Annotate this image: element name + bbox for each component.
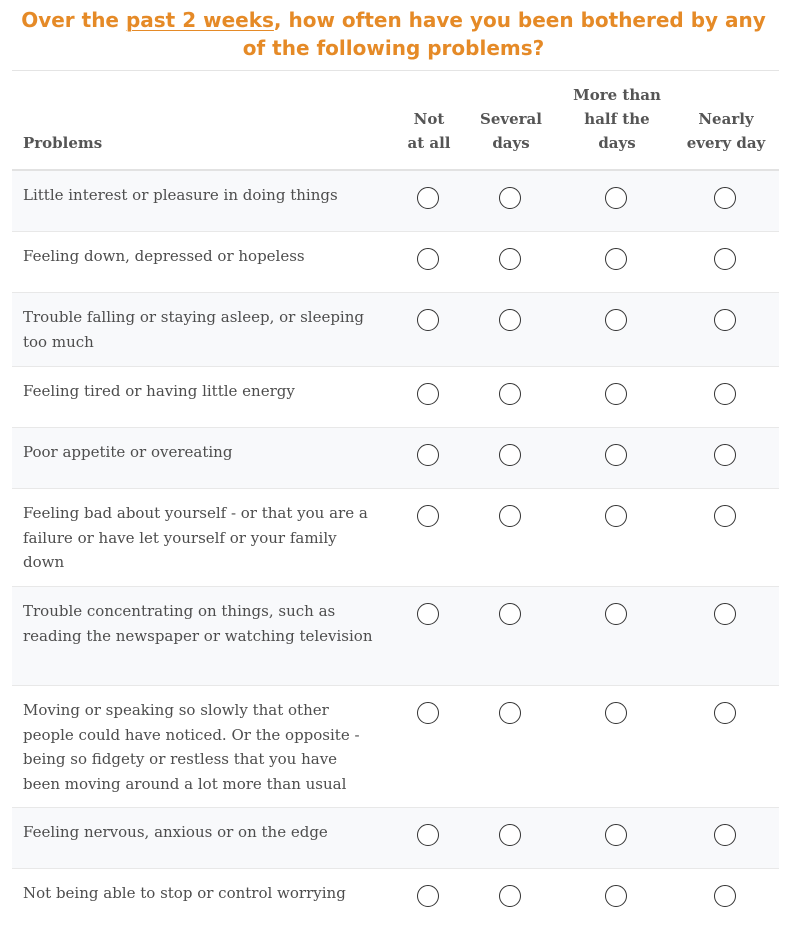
- header-nearly-every-day: Nearly every day: [686, 110, 766, 152]
- table-row: [12, 587, 779, 686]
- radio-nearly-every-day[interactable]: [714, 603, 736, 625]
- radio-not-at-all[interactable]: [417, 824, 439, 846]
- table-row: [12, 808, 779, 869]
- radio-nearly-every-day[interactable]: [714, 824, 736, 846]
- table-row: [12, 232, 779, 293]
- radio-more-than-half[interactable]: [605, 824, 627, 846]
- problem-label: Feeling down, depressed or hopeless: [23, 247, 305, 265]
- radio-nearly-every-day[interactable]: [714, 702, 736, 724]
- table-row: [12, 686, 779, 808]
- question-line-1: Over the past 2 weeks, how often have you been bothered by any: [21, 8, 766, 32]
- problem-rows: [12, 171, 779, 930]
- radio-several-days[interactable]: [499, 383, 521, 405]
- header-more-than-half: More than half the days: [573, 86, 661, 152]
- radio-not-at-all[interactable]: [417, 248, 439, 270]
- question-emphasis: past 2 weeks: [125, 8, 274, 32]
- table-row: [12, 293, 779, 367]
- problem-label: Not being able to stop or control worrying: [23, 884, 346, 902]
- radio-several-days[interactable]: [499, 603, 521, 625]
- problem-label: Moving or speaking so slowly that other people could have noticed. Or the opposite - being so fidgety or restless that you have been moving around a lot more than usual: [23, 701, 360, 793]
- radio-not-at-all[interactable]: [417, 702, 439, 724]
- radio-not-at-all[interactable]: [417, 383, 439, 405]
- problem-label: Trouble concentrating on things, such as reading the newspaper or watching television: [23, 602, 373, 645]
- radio-several-days[interactable]: [499, 702, 521, 724]
- radio-nearly-every-day[interactable]: [714, 444, 736, 466]
- table-header: [12, 71, 779, 171]
- radio-not-at-all[interactable]: [417, 187, 439, 209]
- question-line-2: of the following problems?: [242, 36, 545, 60]
- problem-label: Feeling nervous, anxious or on the edge: [23, 823, 328, 841]
- radio-more-than-half[interactable]: [605, 702, 627, 724]
- question-title: [0, 6, 787, 62]
- radio-nearly-every-day[interactable]: [714, 187, 736, 209]
- radio-several-days[interactable]: [499, 187, 521, 209]
- radio-more-than-half[interactable]: [605, 248, 627, 270]
- radio-nearly-every-day[interactable]: [714, 885, 736, 907]
- radio-nearly-every-day[interactable]: [714, 309, 736, 331]
- radio-more-than-half[interactable]: [605, 383, 627, 405]
- radio-more-than-half[interactable]: [605, 309, 627, 331]
- radio-several-days[interactable]: [499, 309, 521, 331]
- header-not-at-all: Not at all: [407, 110, 451, 152]
- radio-several-days[interactable]: [499, 505, 521, 527]
- radio-nearly-every-day[interactable]: [714, 505, 736, 527]
- problem-label: Trouble falling or staying asleep, or sleeping too much: [23, 308, 364, 351]
- radio-nearly-every-day[interactable]: [714, 383, 736, 405]
- radio-more-than-half[interactable]: [605, 187, 627, 209]
- radio-more-than-half[interactable]: [605, 885, 627, 907]
- radio-several-days[interactable]: [499, 885, 521, 907]
- table-row: [12, 869, 779, 930]
- header-problems: Problems: [23, 134, 103, 152]
- problem-label: Little interest or pleasure in doing things: [23, 186, 338, 204]
- problem-label: Poor appetite or overeating: [23, 443, 233, 461]
- radio-nearly-every-day[interactable]: [714, 248, 736, 270]
- table-row: [12, 489, 779, 587]
- radio-several-days[interactable]: [499, 444, 521, 466]
- table-row: [12, 367, 779, 428]
- radio-not-at-all[interactable]: [417, 444, 439, 466]
- radio-not-at-all[interactable]: [417, 505, 439, 527]
- problem-label: Feeling bad about yourself - or that you are a failure or have let yourself or your family down: [23, 504, 368, 571]
- radio-not-at-all[interactable]: [417, 603, 439, 625]
- radio-more-than-half[interactable]: [605, 603, 627, 625]
- radio-not-at-all[interactable]: [417, 309, 439, 331]
- table-row: [12, 428, 779, 489]
- problem-label: Feeling tired or having little energy: [23, 382, 295, 400]
- radio-more-than-half[interactable]: [605, 444, 627, 466]
- radio-not-at-all[interactable]: [417, 885, 439, 907]
- radio-more-than-half[interactable]: [605, 505, 627, 527]
- radio-several-days[interactable]: [499, 824, 521, 846]
- radio-several-days[interactable]: [499, 248, 521, 270]
- header-several-days: Several days: [480, 110, 542, 152]
- table-row: [12, 171, 779, 232]
